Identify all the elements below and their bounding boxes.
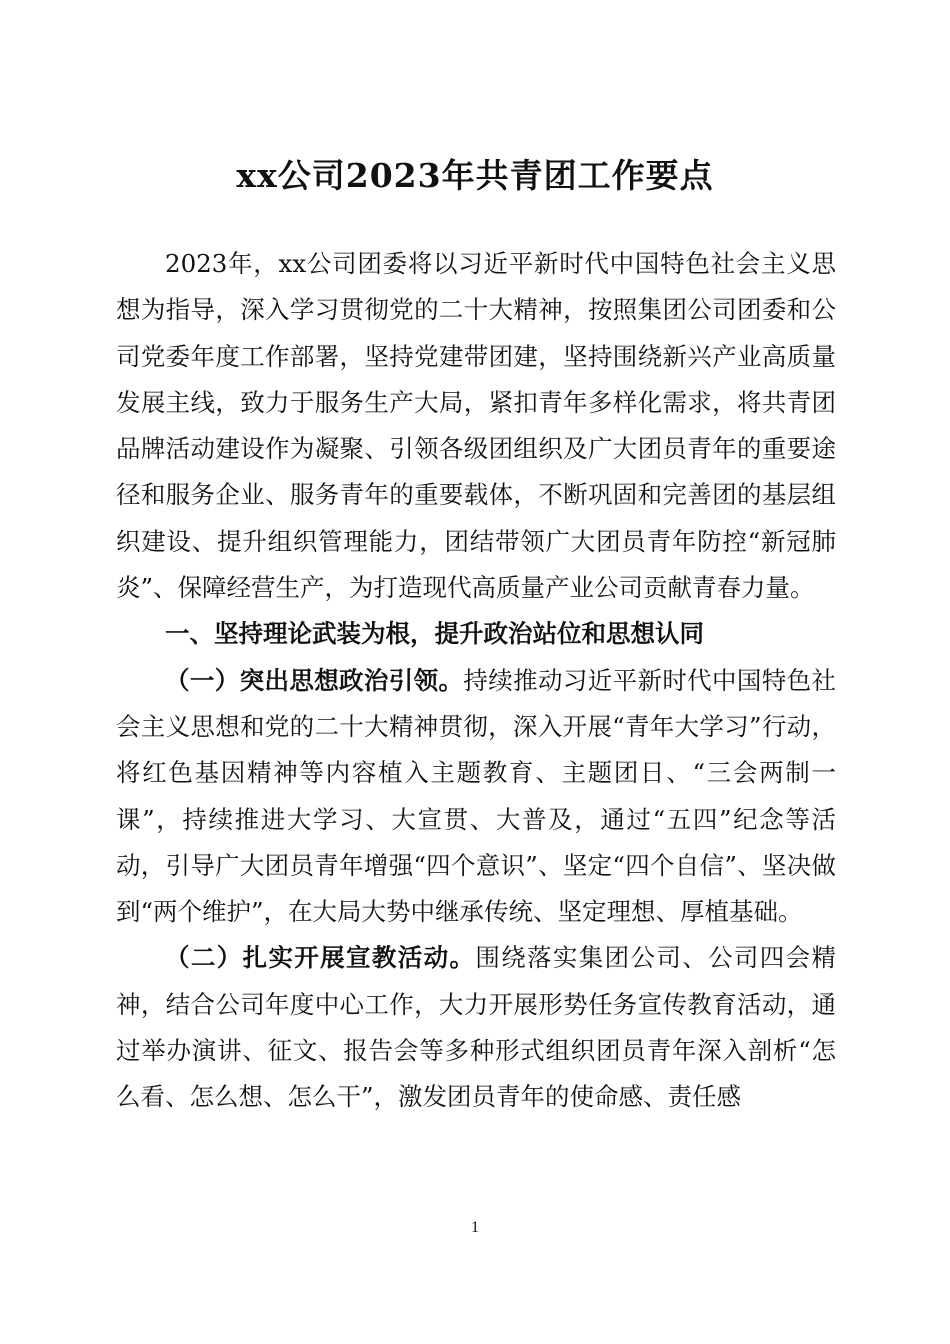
paragraph-item-1 [116,658,836,936]
item-1-text: 持续推动习近平新时代中国特色社会主义思想和党的二十大精神贯彻，深入开展“青年大学习”行动，将红色基因精神等内容植入主题教育、主题团日、“三会两制一课”，持续推进大学习、大宣贯、大普及，通过“五四”纪念等活动，引导广大团员青年增强“四个意识”、坚定“四个自信”、坚决做到“两个维护”，在大局大势中继承传统、坚定理想、厚植基础。 [116,665,837,927]
item-2-text: 围绕落实集团公司、公司四会精神，结合公司年度中心工作，大力开展形势任务宣传教育活动，通过举办演讲、征文、报告会等多种形式组织团员青年深入剖析“怎么看、怎么想、怎么干”，激发团员青年的使命感、责任感 [116,943,837,1112]
section-heading-1: 一、坚持理论武装为根，提升政治站位和思想认同 [165,619,704,649]
page-number: 1 [471,1219,479,1236]
document-body [116,241,836,1121]
intro-paragraph: 2023年，xx公司团委将以习近平新时代中国特色社会主义思想为指导，深入学习贯彻党的二十大精神，按照集团公司团委和公司党委年度工作部署，坚持党建带团建，坚持围绕新兴产业高质量发展主线，致力于服务生产大局，紧扣青年多样化需求，将共青团品牌活动建设作为凝聚、引领各级团组织及广大团员青年的重要途径和服务企业、服务青年的重要载体，不断巩固和完善团的基层组织建设、提升组织管理能力，团结带领广大团员青年防控“新冠肺炎”、保障经营生产，为打造现代高质量产业公司贡献青春力量。 [116,249,836,603]
item-1-lead: （一）突出思想政治引领。 [165,665,464,695]
document-title: xx公司2023年共青团工作要点 [236,156,714,195]
item-2-lead: （二）扎实开展宣教活动。 [165,943,476,973]
paragraph-item-2 [116,935,836,1120]
